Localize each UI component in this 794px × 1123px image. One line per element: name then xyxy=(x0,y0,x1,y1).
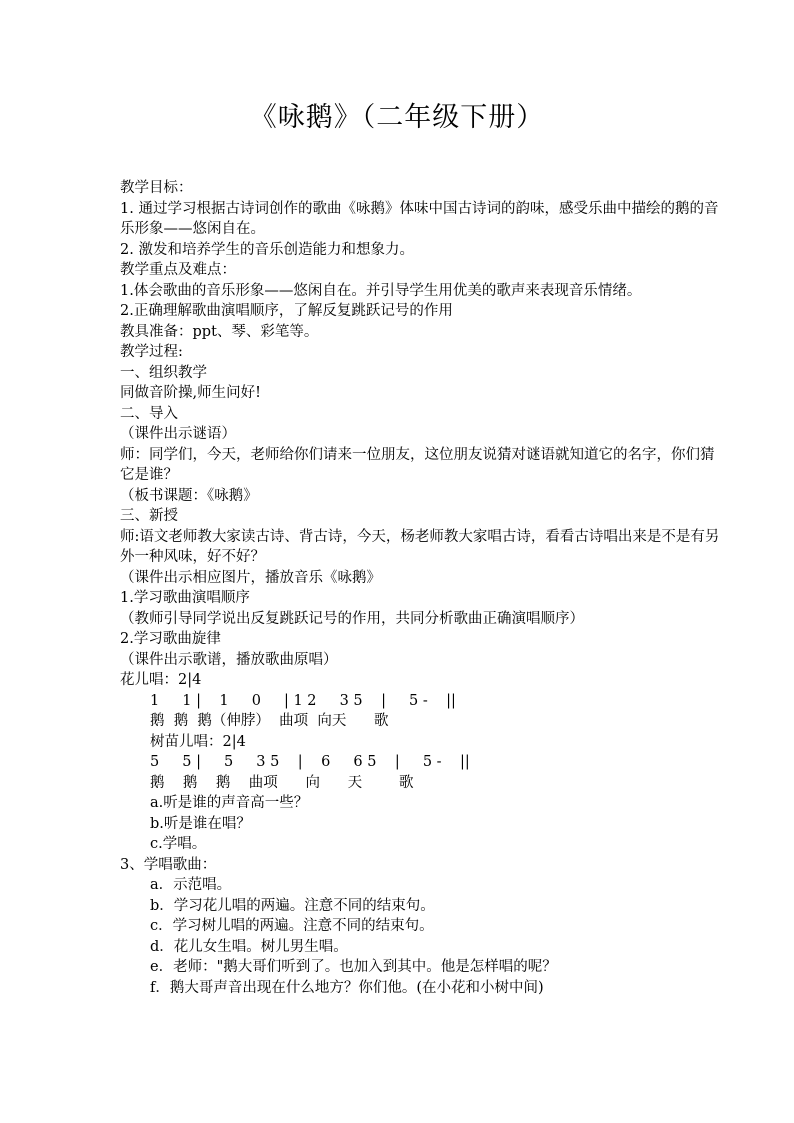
flower-notes: 1 1 | 1 0 | 1 2 3 5 | 5 - || xyxy=(150,692,456,709)
step-3-item-f: f．鹅大哥声音出现在什么地方？你们他。(在小花和小树中间) xyxy=(150,979,544,996)
tree-lyrics: 鹅 鹅 鹅 曲项 向 天 歌 xyxy=(150,774,414,791)
section-1-text: 同做音阶操,师生问好! xyxy=(120,385,261,401)
section-3-heading: 三、新授 xyxy=(120,508,178,524)
objective-1: 1. 通过学习根据古诗词创作的歌曲《咏鹅》体味中国古诗词的韵味，感受乐曲中描绘的鹅的音乐形象——悠闲自在。 xyxy=(120,200,719,237)
step-1-heading: 1.学习歌曲演唱顺序 xyxy=(120,590,250,606)
step-3-heading: 3、学唱歌曲： xyxy=(120,856,217,873)
section-2-dialogue: 师：同学们，今天，老师给你们请来一位朋友，这位朋友说猜对谜语就知道它的名字，你们猜它是谁？ xyxy=(120,446,715,483)
section-3-dialogue: 师:语文老师教大家读古诗、背古诗，今天，杨老师教大家唱古诗，看看古诗唱出来是不是有另外一种风味，好不好？ xyxy=(120,528,720,565)
step-1-note: （教师引导同学说出反复跳跃记号的作用，共同分析歌曲正确演唱顺序） xyxy=(120,610,584,627)
step-3-item-b: b．学习花儿唱的两遍。注意不同的结束句。 xyxy=(150,897,435,914)
teaching-tools: 教具准备：ppt、琴、彩笔等。 xyxy=(120,323,319,340)
question-b: b.听是谁在唱？ xyxy=(150,815,251,832)
section-3-note: （课件出示相应图片，播放音乐《咏鹅》 xyxy=(120,569,381,586)
step-2-note: （课件出示歌谱，播放歌曲原唱） xyxy=(120,651,338,668)
document-body xyxy=(120,178,720,998)
section-2-board: （板书课题：《咏鹅》 xyxy=(120,487,258,504)
process-heading: 教学过程: xyxy=(120,344,183,360)
section-2-note: （课件出示谜语） xyxy=(120,426,236,442)
section-1-heading: 一、组织教学 xyxy=(120,364,207,381)
step-2-heading: 2.学习歌曲旋律 xyxy=(120,631,221,647)
flower-lyrics: 鹅 鹅 鹅（伸脖） 曲项 向天 歌 xyxy=(150,713,389,729)
step-3-item-c: c．学习树儿唱的两遍。注意不同的结束句。 xyxy=(150,918,434,934)
objectives-heading: 教学目标： xyxy=(120,180,193,196)
step-3-item-e: e．老师："鹅大哥们听到了。也加入到其中。他是怎样唱的呢？ xyxy=(150,959,557,975)
step-3-item-d: d．花儿女生唱。树儿男生唱。 xyxy=(150,938,348,955)
key-points-heading: 教学重点及难点： xyxy=(120,262,236,278)
step-3-item-a: a．示范唱。 xyxy=(150,877,232,893)
section-2-heading: 二、导入 xyxy=(120,405,178,422)
key-point-2: 2.正确理解歌曲演唱顺序，了解反复跳跃记号的作用 xyxy=(120,303,453,319)
objective-2: 2. 激发和培养学生的音乐创造能力和想象力。 xyxy=(120,241,414,258)
question-a: a.听是谁的声音高一些？ xyxy=(150,795,309,811)
flower-label: 花儿唱：2|4 xyxy=(120,672,202,688)
key-point-1: 1.体会歌曲的音乐形象——悠闲自在。并引导学生用优美的歌声来表现音乐情绪。 xyxy=(120,282,642,299)
question-c: c.学唱。 xyxy=(150,836,207,852)
tree-label: 树苗儿唱：2|4 xyxy=(150,733,246,750)
tree-notes: 5 5 | 5 3 5 | 6 6 5 | 5 - || xyxy=(150,754,470,770)
document-title: 《咏鹅》（二年级下册） xyxy=(249,102,545,133)
